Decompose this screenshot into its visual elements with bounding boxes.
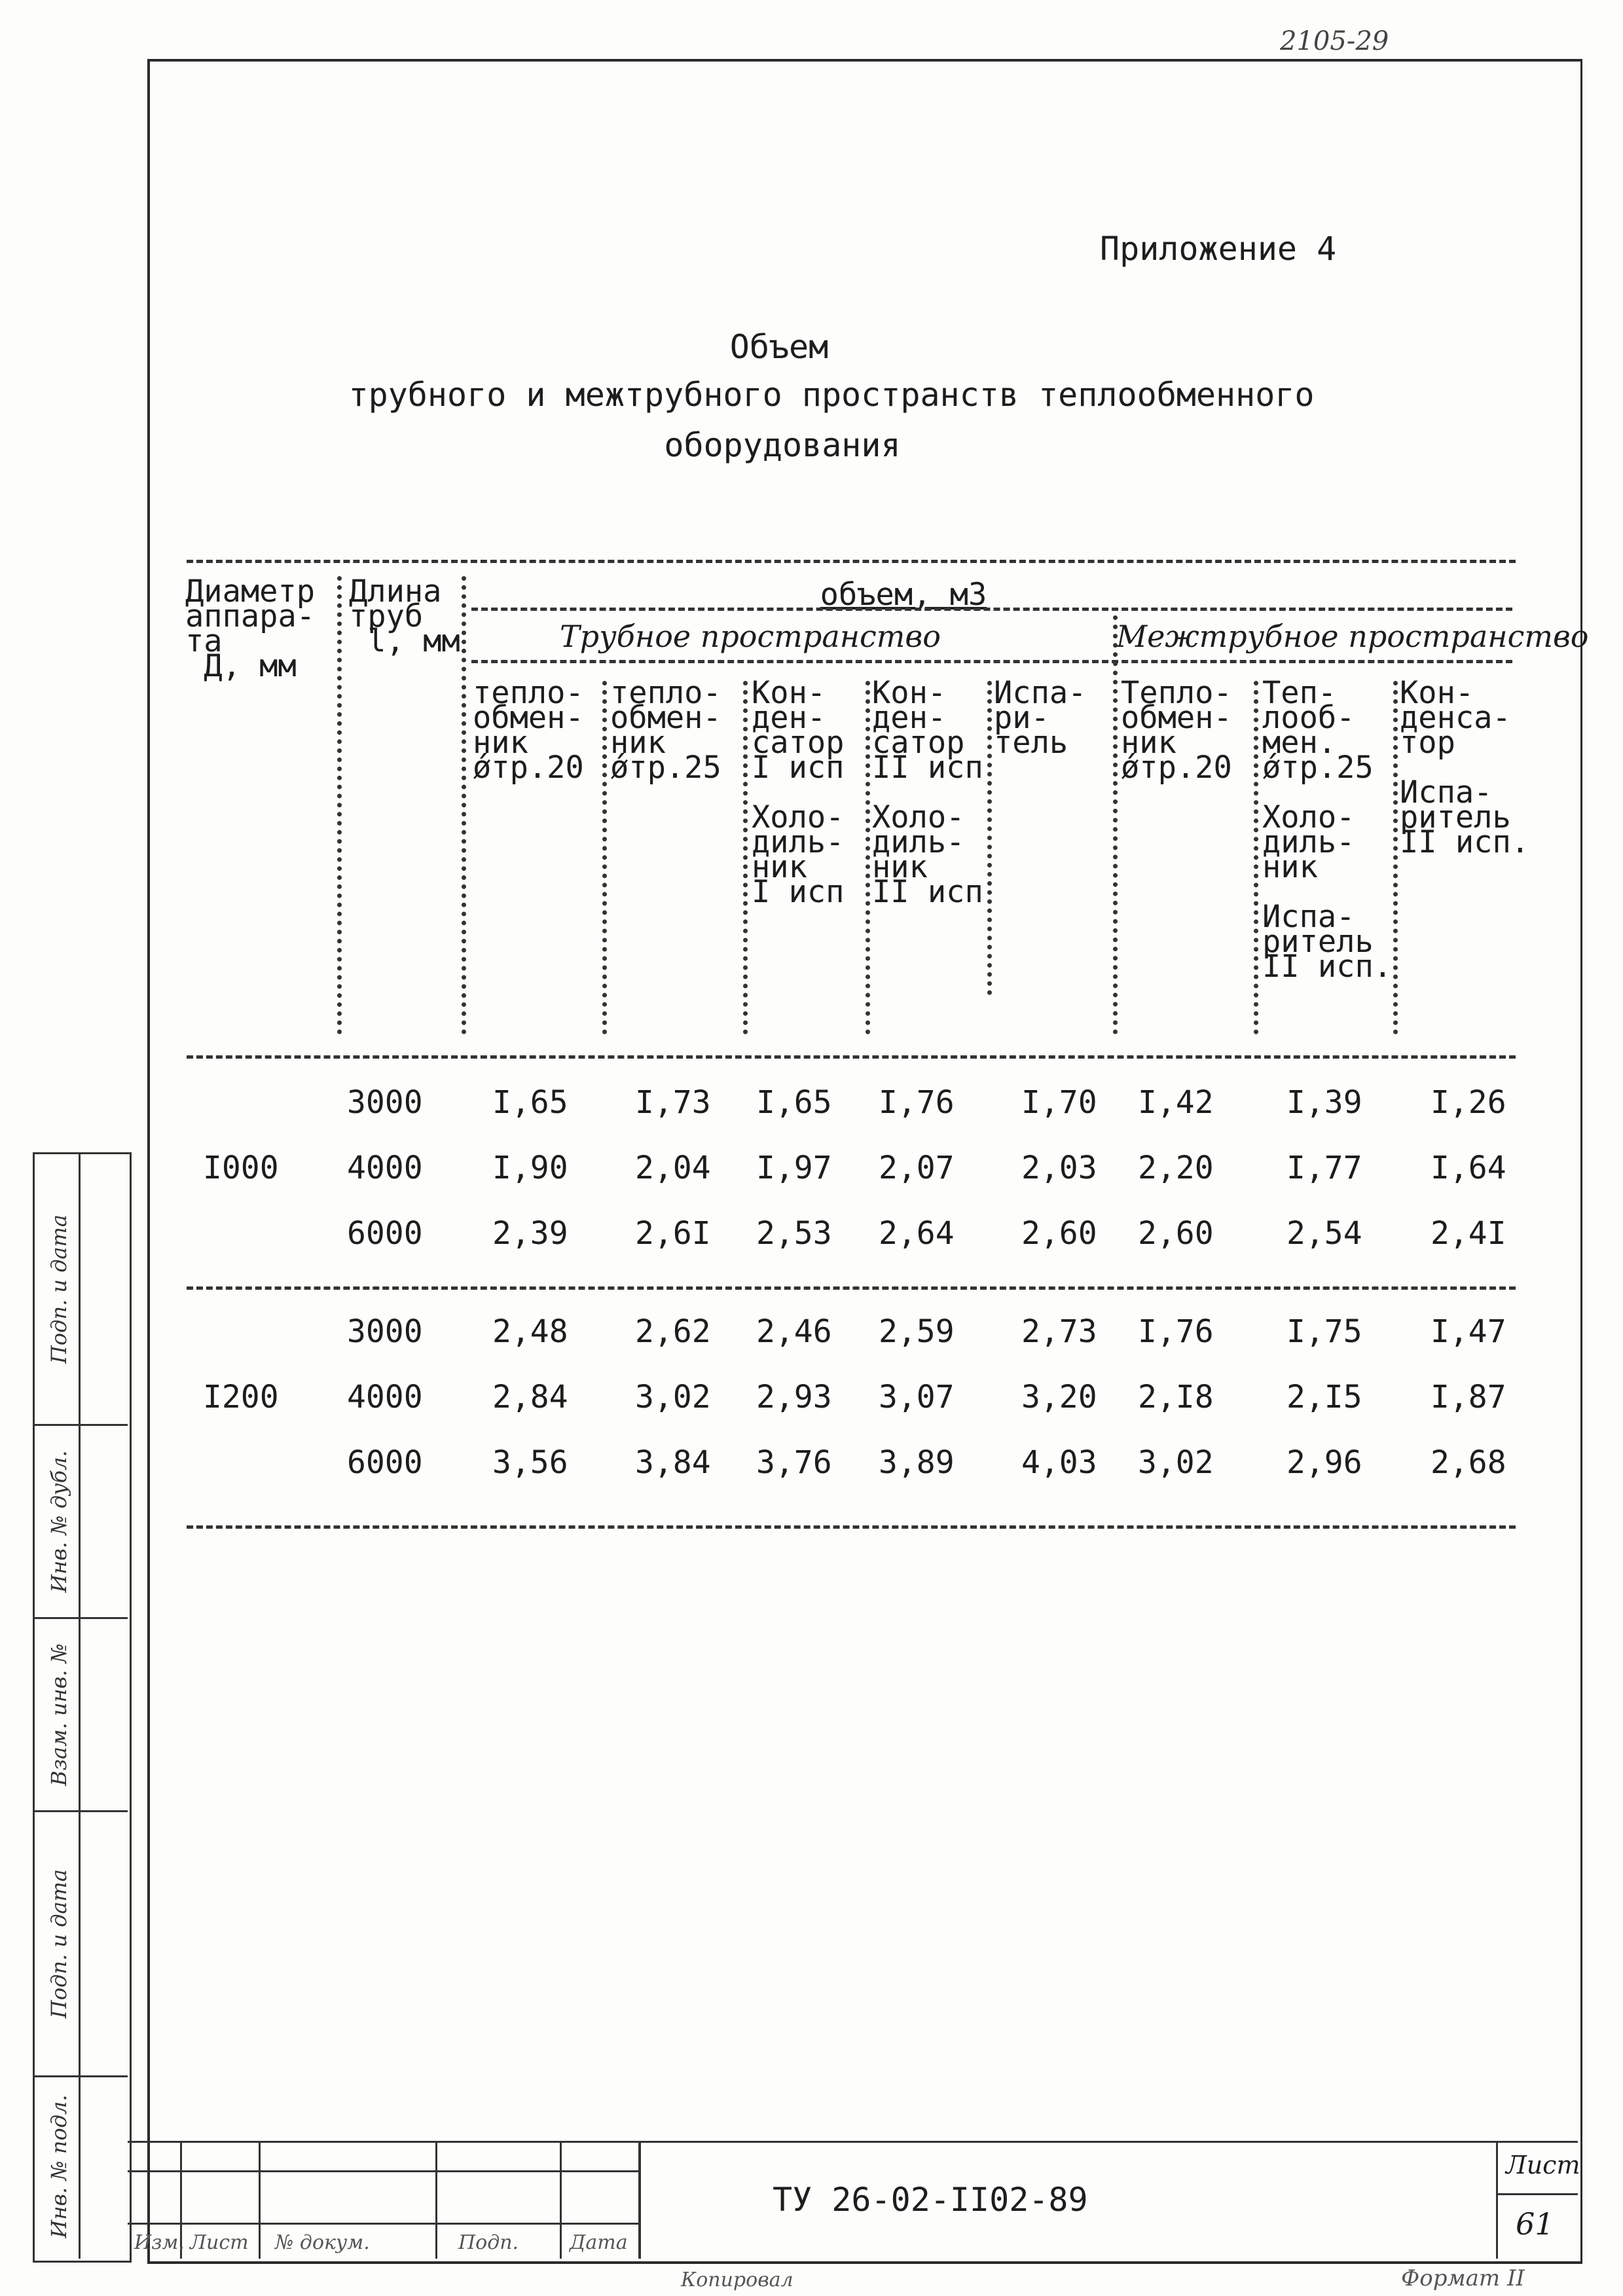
title-block-top-rule xyxy=(128,2141,1578,2143)
label-document-number: № докум. xyxy=(275,2231,370,2254)
title-block-mid-rule xyxy=(128,2170,638,2172)
value-cell: 3,76 xyxy=(756,1444,832,1481)
value-cell: 2,04 xyxy=(635,1150,711,1186)
value-cell: 2,I5 xyxy=(1286,1379,1362,1415)
title-line-3: оборудования xyxy=(664,426,901,464)
value-cell: I,75 xyxy=(1286,1313,1362,1350)
length-cell: 4000 xyxy=(347,1150,423,1186)
subcol-5: Испа- ри- тель xyxy=(994,675,1087,761)
header-length: Длина труб l, мм xyxy=(349,574,460,659)
subcol-2: тепло- обмен- ник ǿтр.25 xyxy=(610,675,721,786)
appendix-label: Приложение 4 xyxy=(1100,230,1337,268)
title-block-vrule xyxy=(259,2141,261,2259)
value-cell: 2,46 xyxy=(756,1313,832,1350)
value-cell: I,77 xyxy=(1286,1150,1362,1186)
value-cell: 3,89 xyxy=(879,1444,955,1481)
value-cell: I,65 xyxy=(492,1084,568,1121)
value-cell: I,90 xyxy=(492,1150,568,1186)
value-cell: 2,64 xyxy=(879,1215,955,1252)
document-designation: ТУ 26-02-II02-89 xyxy=(773,2181,1088,2219)
sheet-label: Лист xyxy=(1506,2151,1580,2179)
side-label-signature-date-2: Подп. и дата xyxy=(46,1869,71,2018)
value-cell: 2,93 xyxy=(756,1379,832,1415)
col-sep-3 xyxy=(602,681,607,1034)
value-cell: 2,I8 xyxy=(1138,1379,1214,1415)
value-cell: I,97 xyxy=(756,1150,832,1186)
title-line-2: трубного и межтрубного пространств теплообменного xyxy=(348,376,1315,414)
copied-by-label: Копировал xyxy=(681,2269,793,2291)
value-cell: 3,56 xyxy=(492,1444,568,1481)
length-cell: 3000 xyxy=(347,1313,423,1350)
title-block-vrule xyxy=(560,2141,562,2259)
value-cell: I,42 xyxy=(1138,1084,1214,1121)
side-label-signature-date: Подп. и дата xyxy=(46,1214,71,1364)
col-sep-4 xyxy=(743,681,748,1034)
value-cell: 4,03 xyxy=(1021,1444,1097,1481)
side-label-original-inventory: Инв. № подл. xyxy=(46,2094,71,2238)
header-shell-space: Межтрубное пространство xyxy=(1116,619,1589,654)
value-cell: 2,73 xyxy=(1021,1313,1097,1350)
title-block-vrule xyxy=(1496,2141,1498,2259)
value-cell: 2,48 xyxy=(492,1313,568,1350)
sheet-number: 61 xyxy=(1516,2206,1554,2242)
title-block-sheet-rule xyxy=(1496,2193,1578,2195)
header-subgroup-rule xyxy=(471,660,1512,663)
title-line-1: Объем xyxy=(729,328,829,366)
col-sep-5 xyxy=(866,681,870,1034)
col-sep-1 xyxy=(337,576,342,1034)
value-cell: 2,03 xyxy=(1021,1150,1097,1186)
value-cell: I,73 xyxy=(635,1084,711,1121)
label-date: Дата xyxy=(570,2231,628,2254)
side-label-replaced-inventory: Взам. инв. № xyxy=(46,1643,71,1786)
title-block-mid-rule xyxy=(128,2223,638,2225)
title-block-vrule xyxy=(435,2141,437,2259)
subcol-8: Кон- денса- тор Испа- ритель II исп. xyxy=(1400,675,1530,860)
document-mark: 2105-29 xyxy=(1280,26,1389,56)
value-cell: 3,84 xyxy=(635,1444,711,1481)
header-volume: объем, м3 xyxy=(820,577,987,613)
label-change: Изм. xyxy=(134,2231,185,2254)
length-cell: 4000 xyxy=(347,1379,423,1415)
table-top-rule xyxy=(187,560,1516,563)
header-tube-space: Трубное пространство xyxy=(560,619,941,654)
header-diameter: Диаметр аппара- та Д, мм xyxy=(185,574,316,684)
value-cell: 2,39 xyxy=(492,1215,568,1252)
value-cell: 2,60 xyxy=(1138,1215,1214,1252)
diameter-cell: I200 xyxy=(203,1379,279,1415)
value-cell: 2,20 xyxy=(1138,1150,1214,1186)
table-header-bottom-rule xyxy=(187,1055,1516,1059)
length-cell: 6000 xyxy=(347,1444,423,1481)
format-label: Формат II xyxy=(1401,2265,1525,2291)
value-cell: I,39 xyxy=(1286,1084,1362,1121)
length-cell: 6000 xyxy=(347,1215,423,1252)
value-cell: 2,4I xyxy=(1431,1215,1506,1252)
value-cell: 2,96 xyxy=(1286,1444,1362,1481)
col-sep-2 xyxy=(462,576,466,1034)
value-cell: I,70 xyxy=(1021,1084,1097,1121)
value-cell: 2,07 xyxy=(879,1150,955,1186)
value-cell: 2,53 xyxy=(756,1215,832,1252)
header-volume-rule xyxy=(471,608,1512,611)
value-cell: 3,02 xyxy=(635,1379,711,1415)
side-label-dup-inventory: Инв. № дубл. xyxy=(46,1450,71,1593)
value-cell: 3,02 xyxy=(1138,1444,1214,1481)
value-cell: I,26 xyxy=(1431,1084,1506,1121)
label-sheet: Лист xyxy=(190,2231,249,2254)
value-cell: I,76 xyxy=(879,1084,955,1121)
subcol-1: тепло- обмен- ник ǿтр.20 xyxy=(473,675,584,786)
value-cell: I,65 xyxy=(756,1084,832,1121)
table-bottom-rule xyxy=(187,1525,1516,1529)
value-cell: 2,60 xyxy=(1021,1215,1097,1252)
subcol-4: Кон- ден- сатор II исп Холо- диль- ник II исп xyxy=(872,675,983,910)
col-sep-6 xyxy=(987,681,992,995)
title-block-vrule xyxy=(638,2141,641,2259)
label-signature: Подп. xyxy=(458,2231,519,2254)
value-cell: I,47 xyxy=(1431,1313,1506,1350)
col-sep-8 xyxy=(1254,681,1258,1034)
value-cell: 2,62 xyxy=(635,1313,711,1350)
subcol-7: Теп- лооб- мен. ǿтр.25 Холо- диль- ник Испа- ритель II исп. xyxy=(1262,675,1393,985)
value-cell: 2,68 xyxy=(1431,1444,1506,1481)
value-cell: I,64 xyxy=(1431,1150,1506,1186)
value-cell: 3,07 xyxy=(879,1379,955,1415)
col-sep-7 xyxy=(1113,615,1118,1034)
group-separator-rule xyxy=(187,1286,1516,1290)
side-stamp-divider xyxy=(79,1152,81,2259)
subcol-6: Тепло- обмен- ник ǿтр.20 xyxy=(1121,675,1232,786)
value-cell: 2,6I xyxy=(635,1215,711,1252)
value-cell: I,76 xyxy=(1138,1313,1214,1350)
value-cell: I,87 xyxy=(1431,1379,1506,1415)
length-cell: 3000 xyxy=(347,1084,423,1121)
diameter-cell: I000 xyxy=(203,1150,279,1186)
value-cell: 2,54 xyxy=(1286,1215,1362,1252)
subcol-3: Кон- ден- сатор I исп Холо- диль- ник I исп xyxy=(752,675,845,910)
value-cell: 2,84 xyxy=(492,1379,568,1415)
value-cell: 3,20 xyxy=(1021,1379,1097,1415)
col-sep-9 xyxy=(1393,681,1398,1034)
value-cell: 2,59 xyxy=(879,1313,955,1350)
